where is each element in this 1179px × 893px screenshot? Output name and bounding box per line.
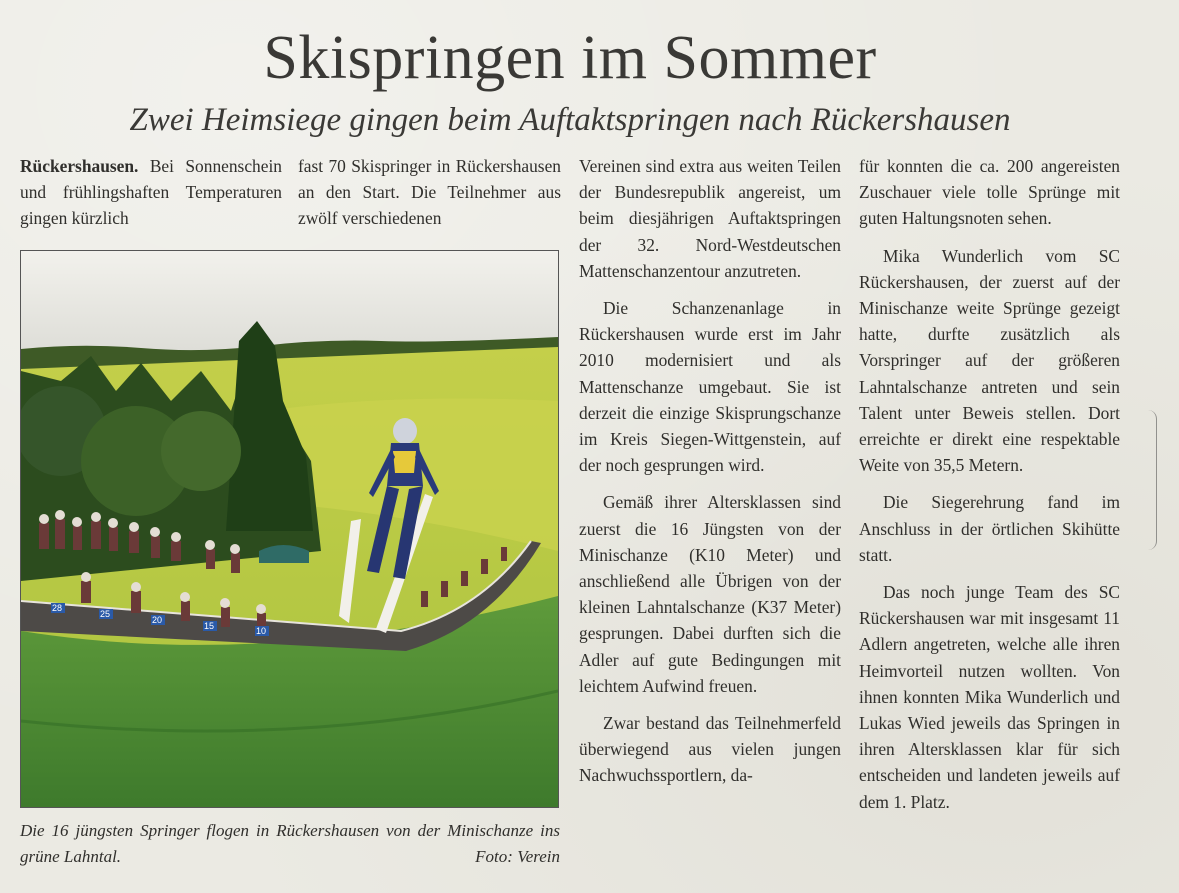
ramp-marker: 20 — [152, 615, 163, 625]
paragraph: für konnten die ca. 200 angereisten Zuschauer viele tolle Sprünge mit guten Haltungsnoten sehen. — [859, 156, 1120, 229]
column-2 — [298, 153, 561, 232]
subheadline: Zwei Heimsiege gingen beim Auftaktspringen nach Rückershausen — [129, 102, 1011, 138]
scan-mark — [1148, 410, 1157, 550]
ramp-marker: 28 — [52, 603, 63, 613]
column-4 — [859, 153, 1120, 815]
paragraph: Vereinen sind extra aus weiten Teilen der Bundesrepublik angereist, um beim diesjährigen Auftaktspringen der 32. Nord-Westdeutschen Mattenschanzentour anzutreten. — [579, 156, 841, 281]
paragraph: Das noch junge Team des SC Rückershausen war mit insgesamt 11 Adlern angetreten, welche alle ihren Heimvorteil nutzen wollten. Von ihnen konnten Mika Wunderlich und Lukas Wied jeweils das Springen in ihren Altersklassen klar für sich entscheiden und landeten jeweils auf dem 1. Platz. — [859, 582, 1120, 812]
paragraph: Gemäß ihrer Altersklassen sind zuerst die 16 Jüngsten von der Minischanze (K10 Meter) und anschließend alle Übrigen von der kleinen Lahntalschanze (K37 Meter) gesprungen. Dabei durften sich die Adler auf gute Bedingungen mit leichtem Aufwind freuen. — [579, 492, 841, 696]
column-1 — [20, 153, 282, 232]
column-1-text: Bei Sonnenschein und frühlingshaften Temperaturen gingen kürzlich — [20, 156, 282, 229]
ramp-marker: 10 — [256, 626, 267, 636]
paragraph: Die Siegerehrung fand im Anschluss in der örtlichen Skihütte statt. — [859, 492, 1120, 565]
paragraph: Die Schanzenanlage in Rückershausen wurde erst im Jahr 2010 modernisiert und als Mattenschanze umgebaut. Sie ist derzeit die einzige Skisprungschanze im Kreis Siegen-Wittgenstein, auf der noch gesprungen wird. — [579, 298, 841, 476]
photo-credit: Foto: Verein — [475, 847, 560, 866]
dateline: Rückershausen. — [20, 156, 139, 176]
column-2-text: fast 70 Skispringer in Rückershausen an den Start. Die Teilnehmer aus zwölf verschiedenen — [298, 156, 561, 229]
caption-text: Die 16 jüngsten Springer flogen in Rückershausen von der Minischanze ins grüne Lahntal. — [20, 821, 560, 866]
paragraph: Mika Wunderlich vom SC Rückershausen, der zuerst auf der Minischanze weite Sprünge gezeigt hatte, durfte zusätzlich als Vorspringer auf der größeren Lahntalschanze antreten und sein Talent unter Beweis stellen. Dort erreichte er direkt eine respektable Weite von 35,5 Metern. — [859, 245, 1120, 476]
ski-jump-photo — [20, 250, 559, 808]
ramp-marker: 25 — [100, 609, 111, 619]
headline: Skispringen im Sommer — [263, 24, 877, 92]
paragraph: Zwar bestand das Teilnehmerfeld überwiegend aus vielen jungen Nachwuchssportlern, da- — [579, 713, 841, 786]
ramp-marker: 15 — [204, 621, 215, 631]
column-3 — [579, 153, 841, 789]
photo-caption — [20, 818, 560, 870]
